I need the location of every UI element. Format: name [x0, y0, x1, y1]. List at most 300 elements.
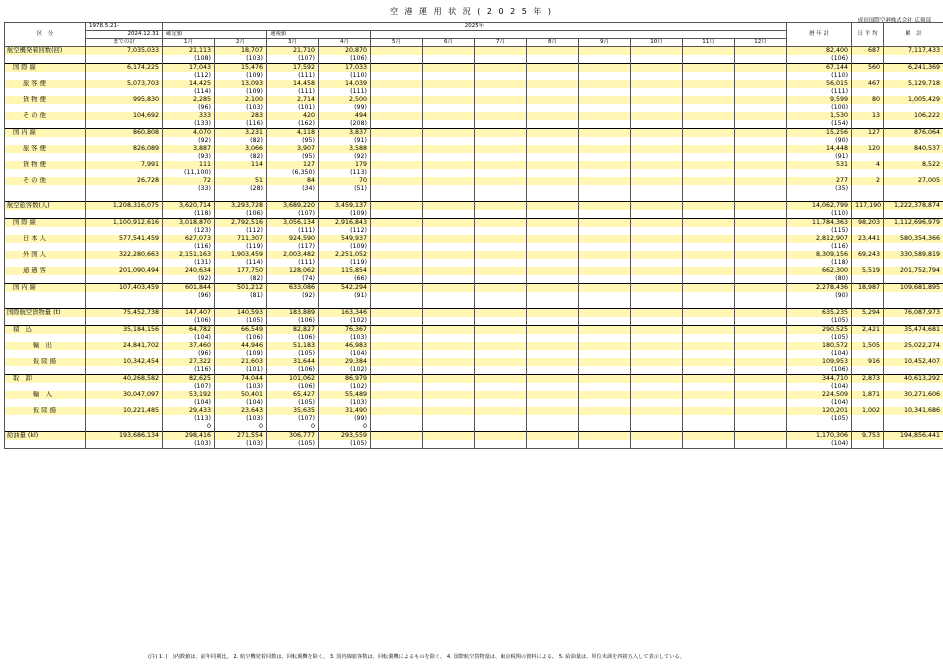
cell-month-1: (131) — [163, 259, 215, 267]
cell-year-total: (110) — [787, 210, 852, 219]
header-period-start: 1978.5.21- — [86, 23, 163, 31]
cell-year-total: (118) — [787, 259, 852, 267]
cell-month-10 — [631, 210, 683, 219]
row-label — [5, 317, 86, 326]
cell-month-1: (104) — [163, 334, 215, 342]
cell-daily-average — [852, 292, 884, 300]
cell-month-2: (103) — [215, 440, 267, 449]
cell-month-1: (114) — [163, 88, 215, 96]
cell-month-6 — [423, 300, 475, 309]
cell-year-total: (105) — [787, 317, 852, 326]
cell-year-total: 1,530 — [787, 112, 852, 120]
cell-month-9 — [579, 423, 631, 432]
cell-daily-average — [852, 185, 884, 193]
cell-month-1: (118) — [163, 210, 215, 219]
cell-month-5 — [371, 47, 423, 56]
cell-month-10 — [631, 161, 683, 169]
cell-month-9 — [579, 399, 631, 407]
cell-month-1: 14,425 — [163, 80, 215, 88]
cell-month-9 — [579, 432, 631, 441]
cell-month-1: (11,100) — [163, 169, 215, 177]
cell-month-8 — [527, 399, 579, 407]
cell-month-5 — [371, 342, 423, 350]
cell-month-12 — [735, 326, 787, 335]
cell-month-7 — [475, 399, 527, 407]
cell-month-6 — [423, 358, 475, 366]
cell-month-4: (109) — [319, 243, 371, 251]
cell-month-10 — [631, 391, 683, 399]
cell-month-10 — [631, 202, 683, 211]
cell-month-11 — [683, 399, 735, 407]
cell-cumulative-total — [884, 137, 943, 145]
cell-month-1: (104) — [163, 399, 215, 407]
cell-cumulative-total — [884, 88, 943, 96]
cell-month-11 — [683, 391, 735, 399]
cell-daily-average: 4 — [852, 161, 884, 169]
cell-month-12 — [735, 334, 787, 342]
cell-year-total — [787, 193, 852, 202]
cell-daily-average — [852, 317, 884, 326]
cell-month-8 — [527, 202, 579, 211]
cell-month-5 — [371, 284, 423, 293]
cell-month-11 — [683, 423, 735, 432]
cell-month-6 — [423, 235, 475, 243]
cell-month-7 — [475, 104, 527, 112]
cell-year-total: (104) — [787, 399, 852, 407]
cell-month-1: (96) — [163, 292, 215, 300]
cell-month-3: 3,907 — [267, 145, 319, 153]
row-label — [5, 88, 86, 96]
cell-daily-average — [852, 210, 884, 219]
cell-year-total: (154) — [787, 120, 852, 129]
cell-month-9 — [579, 309, 631, 318]
cell-month-2: (81) — [215, 292, 267, 300]
cell-month-8 — [527, 326, 579, 335]
cell-cumulative-to-2024: 7,035,033 — [86, 47, 163, 56]
cell-year-total: (90) — [787, 137, 852, 145]
cell-cumulative-to-2024: 10,221,485 — [86, 407, 163, 415]
cell-month-5 — [371, 177, 423, 185]
cell-month-5 — [371, 350, 423, 358]
cell-daily-average — [852, 72, 884, 80]
cell-month-6 — [423, 72, 475, 80]
cell-month-5 — [371, 415, 423, 423]
cell-month-12 — [735, 112, 787, 120]
cell-month-2: 271,554 — [215, 432, 267, 441]
cell-daily-average — [852, 137, 884, 145]
cell-month-3: (162) — [267, 120, 319, 129]
table-row — [5, 317, 943, 326]
cell-cumulative-to-2024 — [86, 137, 163, 145]
cell-month-7 — [475, 423, 527, 432]
cell-month-7 — [475, 129, 527, 138]
cell-month-2: 283 — [215, 112, 267, 120]
cell-month-6 — [423, 120, 475, 129]
cell-month-10 — [631, 137, 683, 145]
cell-daily-average: 80 — [852, 96, 884, 104]
cell-month-7 — [475, 334, 527, 342]
cell-year-total: (106) — [787, 366, 852, 375]
cell-year-total: 14,062,799 — [787, 202, 852, 211]
cell-cumulative-total — [884, 243, 943, 251]
cell-cumulative-total — [884, 300, 943, 309]
cell-month-12 — [735, 96, 787, 104]
cell-month-12 — [735, 366, 787, 375]
cell-month-6 — [423, 129, 475, 138]
cell-month-12 — [735, 243, 787, 251]
cell-month-7 — [475, 161, 527, 169]
cell-month-11 — [683, 227, 735, 235]
cell-daily-average: 687 — [852, 47, 884, 56]
table-row — [5, 219, 943, 228]
cell-month-3: (95) — [267, 153, 319, 161]
cell-month-2: 0 — [215, 423, 267, 432]
cell-month-9 — [579, 120, 631, 129]
cell-month-2: (112) — [215, 227, 267, 235]
cell-month-10 — [631, 399, 683, 407]
cell-year-total: 120,201 — [787, 407, 852, 415]
cell-month-8 — [527, 407, 579, 415]
cell-cumulative-to-2024: 860,808 — [86, 129, 163, 138]
cell-month-4: (103) — [319, 399, 371, 407]
cell-month-3: 306,777 — [267, 432, 319, 441]
cell-cumulative-to-2024 — [86, 243, 163, 251]
footnote: (注) 1. ( )内数値は、前年同期比。 2. 航空機発着回数は、回転翼機を除く。 3. 国内線旅客数は、回転翼機によるものを除く。 4. 国際航空貨物量は、東京税関の資料による。 5. 給油量は、単位未満を四捨五入して表示している。 — [148, 654, 685, 660]
cell-month-7 — [475, 64, 527, 73]
cell-month-2 — [215, 300, 267, 309]
header-daily-average: 日 平 均 — [852, 23, 884, 47]
cell-month-12 — [735, 440, 787, 449]
header-sokuho: 速報値 — [267, 31, 371, 39]
cell-month-6 — [423, 432, 475, 441]
cell-cumulative-to-2024: 6,174,225 — [86, 64, 163, 73]
cell-cumulative-total: 76,087,973 — [884, 309, 943, 318]
cell-cumulative-total: 30,271,606 — [884, 391, 943, 399]
cell-month-8 — [527, 145, 579, 153]
cell-month-6 — [423, 407, 475, 415]
cell-month-4 — [319, 193, 371, 202]
table-row — [5, 251, 943, 259]
cell-cumulative-to-2024: 1,208,316,075 — [86, 202, 163, 211]
cell-daily-average — [852, 120, 884, 129]
cell-month-7 — [475, 88, 527, 96]
cell-month-5 — [371, 120, 423, 129]
table-row — [5, 129, 943, 138]
table-row — [5, 137, 943, 145]
cell-month-4: 2,916,843 — [319, 219, 371, 228]
cell-month-1: (96) — [163, 350, 215, 358]
cell-month-3: (107) — [267, 210, 319, 219]
row-label — [5, 440, 86, 449]
cell-daily-average: 2,873 — [852, 375, 884, 384]
cell-month-7 — [475, 235, 527, 243]
cell-month-6 — [423, 80, 475, 88]
cell-month-8 — [527, 334, 579, 342]
cell-month-5 — [371, 259, 423, 267]
cell-month-6 — [423, 292, 475, 300]
cell-daily-average: 23,441 — [852, 235, 884, 243]
cell-month-4: 2,251,052 — [319, 251, 371, 259]
table-row — [5, 383, 943, 391]
cell-month-10 — [631, 72, 683, 80]
cell-month-3: 127 — [267, 161, 319, 169]
row-label — [5, 185, 86, 193]
cell-month-7 — [475, 366, 527, 375]
cell-cumulative-to-2024: 30,047,097 — [86, 391, 163, 399]
cell-month-11 — [683, 366, 735, 375]
row-label — [5, 350, 86, 358]
cell-daily-average — [852, 227, 884, 235]
cell-month-7 — [475, 326, 527, 335]
cell-month-9 — [579, 391, 631, 399]
cell-month-4: 20,870 — [319, 47, 371, 56]
table-row — [5, 358, 943, 366]
cell-month-11 — [683, 145, 735, 153]
row-label: 国際航空貨物量 (t) — [5, 309, 86, 318]
cell-month-6 — [423, 210, 475, 219]
cell-month-10 — [631, 251, 683, 259]
cell-month-6 — [423, 112, 475, 120]
cell-month-6 — [423, 383, 475, 391]
cell-daily-average — [852, 55, 884, 64]
cell-cumulative-total: 109,681,895 — [884, 284, 943, 293]
cell-month-1: 0 — [163, 423, 215, 432]
cell-month-3: (74) — [267, 275, 319, 284]
cell-month-7 — [475, 259, 527, 267]
cell-month-10 — [631, 227, 683, 235]
cell-month-2: 44,946 — [215, 342, 267, 350]
cell-month-9 — [579, 202, 631, 211]
table-row — [5, 145, 943, 153]
cell-month-10 — [631, 104, 683, 112]
cell-month-5 — [371, 145, 423, 153]
cell-month-3: (106) — [267, 317, 319, 326]
cell-cumulative-total: 6,241,369 — [884, 64, 943, 73]
cell-month-10 — [631, 177, 683, 185]
cell-cumulative-total — [884, 415, 943, 423]
cell-month-8 — [527, 284, 579, 293]
cell-month-10 — [631, 129, 683, 138]
cell-month-1: 111 — [163, 161, 215, 169]
table-row — [5, 309, 943, 318]
cell-month-10 — [631, 383, 683, 391]
cell-cumulative-total: 1,222,378,874 — [884, 202, 943, 211]
cell-daily-average — [852, 259, 884, 267]
cell-month-6 — [423, 326, 475, 335]
cell-month-1: 3,018,870 — [163, 219, 215, 228]
cell-month-7 — [475, 55, 527, 64]
cell-month-9 — [579, 96, 631, 104]
cell-month-8 — [527, 219, 579, 228]
cell-month-2: (82) — [215, 137, 267, 145]
cell-month-12 — [735, 391, 787, 399]
cell-month-12 — [735, 342, 787, 350]
cell-cumulative-to-2024: 10,342,454 — [86, 358, 163, 366]
cell-year-total: (115) — [787, 227, 852, 235]
header-kubun: 区 分 — [5, 23, 86, 47]
cell-month-11 — [683, 64, 735, 73]
cell-month-9 — [579, 259, 631, 267]
cell-month-2 — [215, 169, 267, 177]
row-label — [5, 366, 86, 375]
cell-month-10 — [631, 64, 683, 73]
row-label: 航空旅客数(人) — [5, 202, 86, 211]
table-row — [5, 80, 943, 88]
cell-cumulative-total — [884, 185, 943, 193]
cell-daily-average — [852, 399, 884, 407]
table-row — [5, 407, 943, 415]
cell-month-5 — [371, 96, 423, 104]
cell-month-10 — [631, 267, 683, 275]
cell-daily-average — [852, 88, 884, 96]
cell-month-3: (111) — [267, 72, 319, 80]
cell-cumulative-total: 580,354,366 — [884, 235, 943, 243]
cell-month-11 — [683, 177, 735, 185]
cell-month-4: 542,294 — [319, 284, 371, 293]
cell-month-4: (208) — [319, 120, 371, 129]
cell-month-8 — [527, 251, 579, 259]
cell-month-3 — [267, 300, 319, 309]
cell-cumulative-to-2024 — [86, 227, 163, 235]
cell-cumulative-total: 106,222 — [884, 112, 943, 120]
row-label: 取 卸 — [5, 375, 86, 384]
cell-month-10 — [631, 350, 683, 358]
table-row — [5, 193, 943, 202]
table-row — [5, 326, 943, 335]
cell-year-total: 9,599 — [787, 96, 852, 104]
cell-cumulative-total: 840,537 — [884, 145, 943, 153]
cell-month-7 — [475, 391, 527, 399]
row-label: 国 際 線 — [5, 64, 86, 73]
cell-cumulative-to-2024: 201,090,494 — [86, 267, 163, 275]
cell-cumulative-to-2024 — [86, 317, 163, 326]
cell-month-1: (113) — [163, 415, 215, 423]
cell-month-5 — [371, 64, 423, 73]
cell-month-11 — [683, 96, 735, 104]
cell-month-8 — [527, 358, 579, 366]
cell-month-12 — [735, 120, 787, 129]
cell-month-9 — [579, 145, 631, 153]
cell-month-7 — [475, 120, 527, 129]
cell-month-12 — [735, 375, 787, 384]
cell-month-2: (82) — [215, 153, 267, 161]
cell-month-11 — [683, 267, 735, 275]
cell-month-8 — [527, 259, 579, 267]
cell-cumulative-total: 10,341,686 — [884, 407, 943, 415]
table-row — [5, 415, 943, 423]
cell-month-12 — [735, 169, 787, 177]
cell-cumulative-to-2024 — [86, 259, 163, 267]
cell-month-1: (108) — [163, 55, 215, 64]
cell-month-8 — [527, 193, 579, 202]
cell-month-12 — [735, 259, 787, 267]
cell-month-3: (92) — [267, 292, 319, 300]
cell-month-5 — [371, 137, 423, 145]
cell-month-4: (109) — [319, 210, 371, 219]
cell-month-7 — [475, 432, 527, 441]
cell-month-12 — [735, 432, 787, 441]
cell-cumulative-to-2024 — [86, 300, 163, 309]
cell-month-10 — [631, 120, 683, 129]
cell-month-2: 50,401 — [215, 391, 267, 399]
cell-cumulative-total: 194,856,441 — [884, 432, 943, 441]
cell-month-5 — [371, 202, 423, 211]
cell-month-5 — [371, 366, 423, 375]
cell-month-4: (92) — [319, 153, 371, 161]
cell-month-9 — [579, 334, 631, 342]
table-row — [5, 334, 943, 342]
cell-cumulative-total — [884, 210, 943, 219]
cell-month-7 — [475, 383, 527, 391]
cell-month-3: (105) — [267, 440, 319, 449]
table-row — [5, 391, 943, 399]
cell-month-6 — [423, 185, 475, 193]
cell-month-9 — [579, 227, 631, 235]
cell-month-2: (105) — [215, 317, 267, 326]
cell-month-12 — [735, 72, 787, 80]
cell-month-1: (92) — [163, 275, 215, 284]
cell-month-1: 240,634 — [163, 267, 215, 275]
cell-month-4: (106) — [319, 55, 371, 64]
cell-month-4: (99) — [319, 415, 371, 423]
cell-month-12 — [735, 219, 787, 228]
cell-month-1 — [163, 193, 215, 202]
cell-month-7 — [475, 284, 527, 293]
cell-month-12 — [735, 153, 787, 161]
cell-month-10 — [631, 334, 683, 342]
table-row — [5, 423, 943, 432]
cell-month-2: (109) — [215, 350, 267, 358]
cell-cumulative-total — [884, 383, 943, 391]
row-label — [5, 243, 86, 251]
cell-cumulative-total: 5,129,718 — [884, 80, 943, 88]
cell-month-1: (116) — [163, 243, 215, 251]
cell-month-1: (133) — [163, 120, 215, 129]
cell-month-9 — [579, 161, 631, 169]
cell-month-3: 924,590 — [267, 235, 319, 243]
cell-month-10 — [631, 219, 683, 228]
cell-month-5 — [371, 112, 423, 120]
cell-month-7 — [475, 145, 527, 153]
cell-month-3: 0 — [267, 423, 319, 432]
cell-year-total: (106) — [787, 55, 852, 64]
row-label: 国 際 線 — [5, 219, 86, 228]
cell-daily-average: 98,203 — [852, 219, 884, 228]
table-row — [5, 64, 943, 73]
cell-year-total — [787, 423, 852, 432]
cell-month-9 — [579, 55, 631, 64]
header-month-8: 8月 — [527, 39, 579, 47]
cell-month-7 — [475, 267, 527, 275]
cell-month-4: (102) — [319, 366, 371, 375]
cell-daily-average: 2,421 — [852, 326, 884, 335]
row-label: 日 本 人 — [5, 235, 86, 243]
cell-year-total: 344,710 — [787, 375, 852, 384]
cell-month-5 — [371, 300, 423, 309]
row-label: 仮 陸 揚 — [5, 358, 86, 366]
cell-month-1: 601,844 — [163, 284, 215, 293]
cell-cumulative-to-2024: 5,073,703 — [86, 80, 163, 88]
cell-month-1: (33) — [163, 185, 215, 193]
cell-month-7 — [475, 243, 527, 251]
cell-month-5 — [371, 391, 423, 399]
cell-month-5 — [371, 440, 423, 449]
table-row — [5, 88, 943, 96]
cell-month-4: 293,559 — [319, 432, 371, 441]
cell-month-6 — [423, 202, 475, 211]
cell-daily-average: 560 — [852, 64, 884, 73]
cell-month-3: 82,827 — [267, 326, 319, 335]
